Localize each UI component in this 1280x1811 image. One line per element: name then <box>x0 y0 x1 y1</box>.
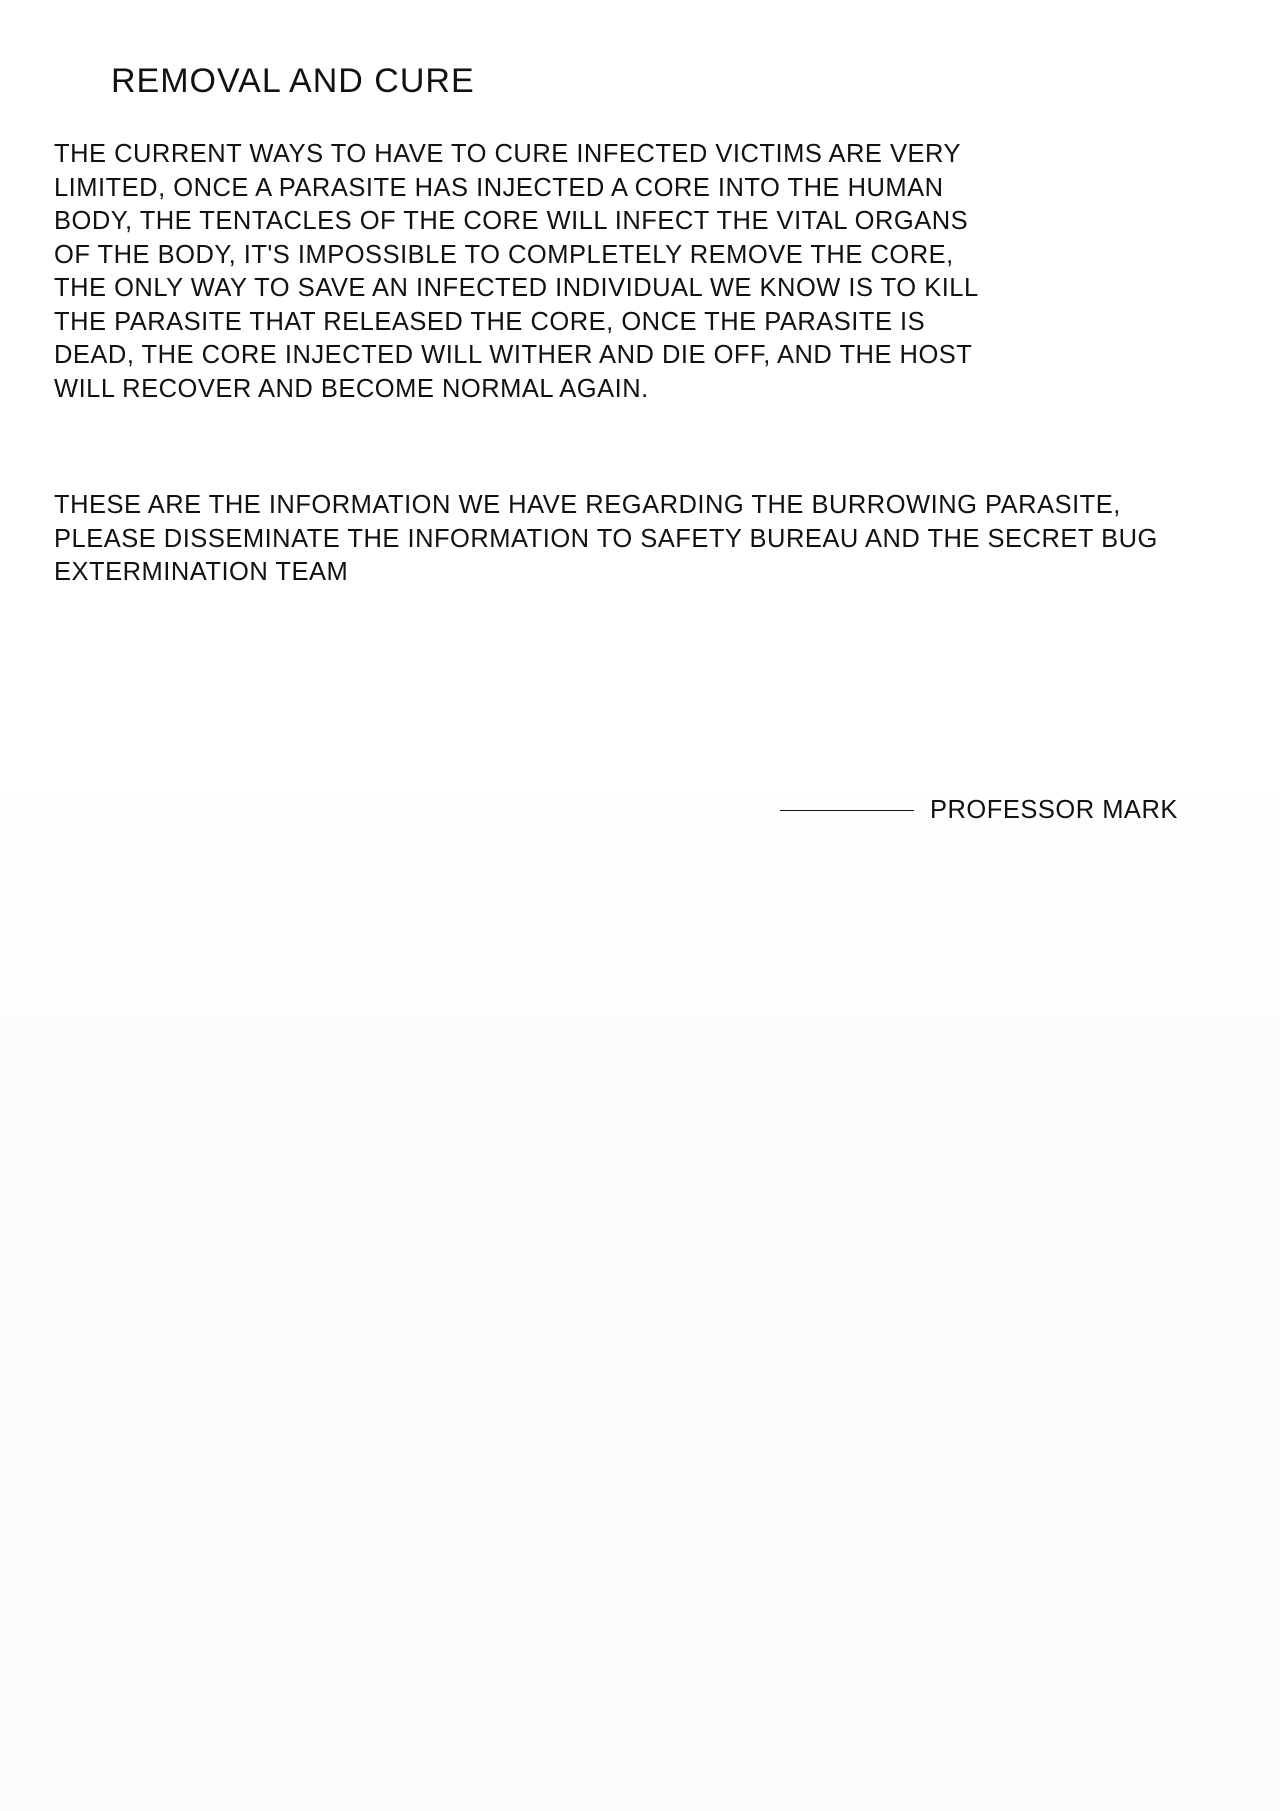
paragraph-removal-cure <box>54 138 979 406</box>
text-line: OF THE BODY, IT'S IMPOSSIBLE TO COMPLETELY REMOVE THE CORE, <box>54 240 954 269</box>
text-line: WILL RECOVER AND BECOME NORMAL AGAIN. <box>54 374 649 403</box>
paragraph-dissemination <box>54 489 1158 590</box>
text-line: THE PARASITE THAT RELEASED THE CORE, ONCE THE PARASITE IS <box>54 307 926 336</box>
signature-dash <box>780 810 914 811</box>
page-title: REMOVAL AND CURE <box>111 62 475 100</box>
text-line: THE ONLY WAY TO SAVE AN INFECTED INDIVIDUAL WE KNOW IS TO KILL <box>54 274 979 302</box>
text-line: PLEASE DISSEMINATE THE INFORMATION TO SAFETY BUREAU AND THE SECRET BUG <box>54 524 1158 553</box>
text-line: THESE ARE THE INFORMATION WE HAVE REGARDING THE BURROWING PARASITE, <box>54 491 1121 519</box>
text-line: LIMITED, ONCE A PARASITE HAS INJECTED A CORE INTO THE HUMAN <box>54 173 944 202</box>
signature-name: PROFESSOR MARK <box>930 795 1178 824</box>
text-line: EXTERMINATION TEAM <box>54 558 349 586</box>
text-line: BODY, THE TENTACLES OF THE CORE WILL INFECT THE VITAL ORGANS <box>54 207 969 235</box>
signature-block <box>780 791 1178 829</box>
text-line: DEAD, THE CORE INJECTED WILL WITHER AND DIE OFF, AND THE HOST <box>54 341 973 369</box>
text-line: THE CURRENT WAYS TO HAVE TO CURE INFECTED VICTIMS ARE VERY <box>54 140 962 168</box>
